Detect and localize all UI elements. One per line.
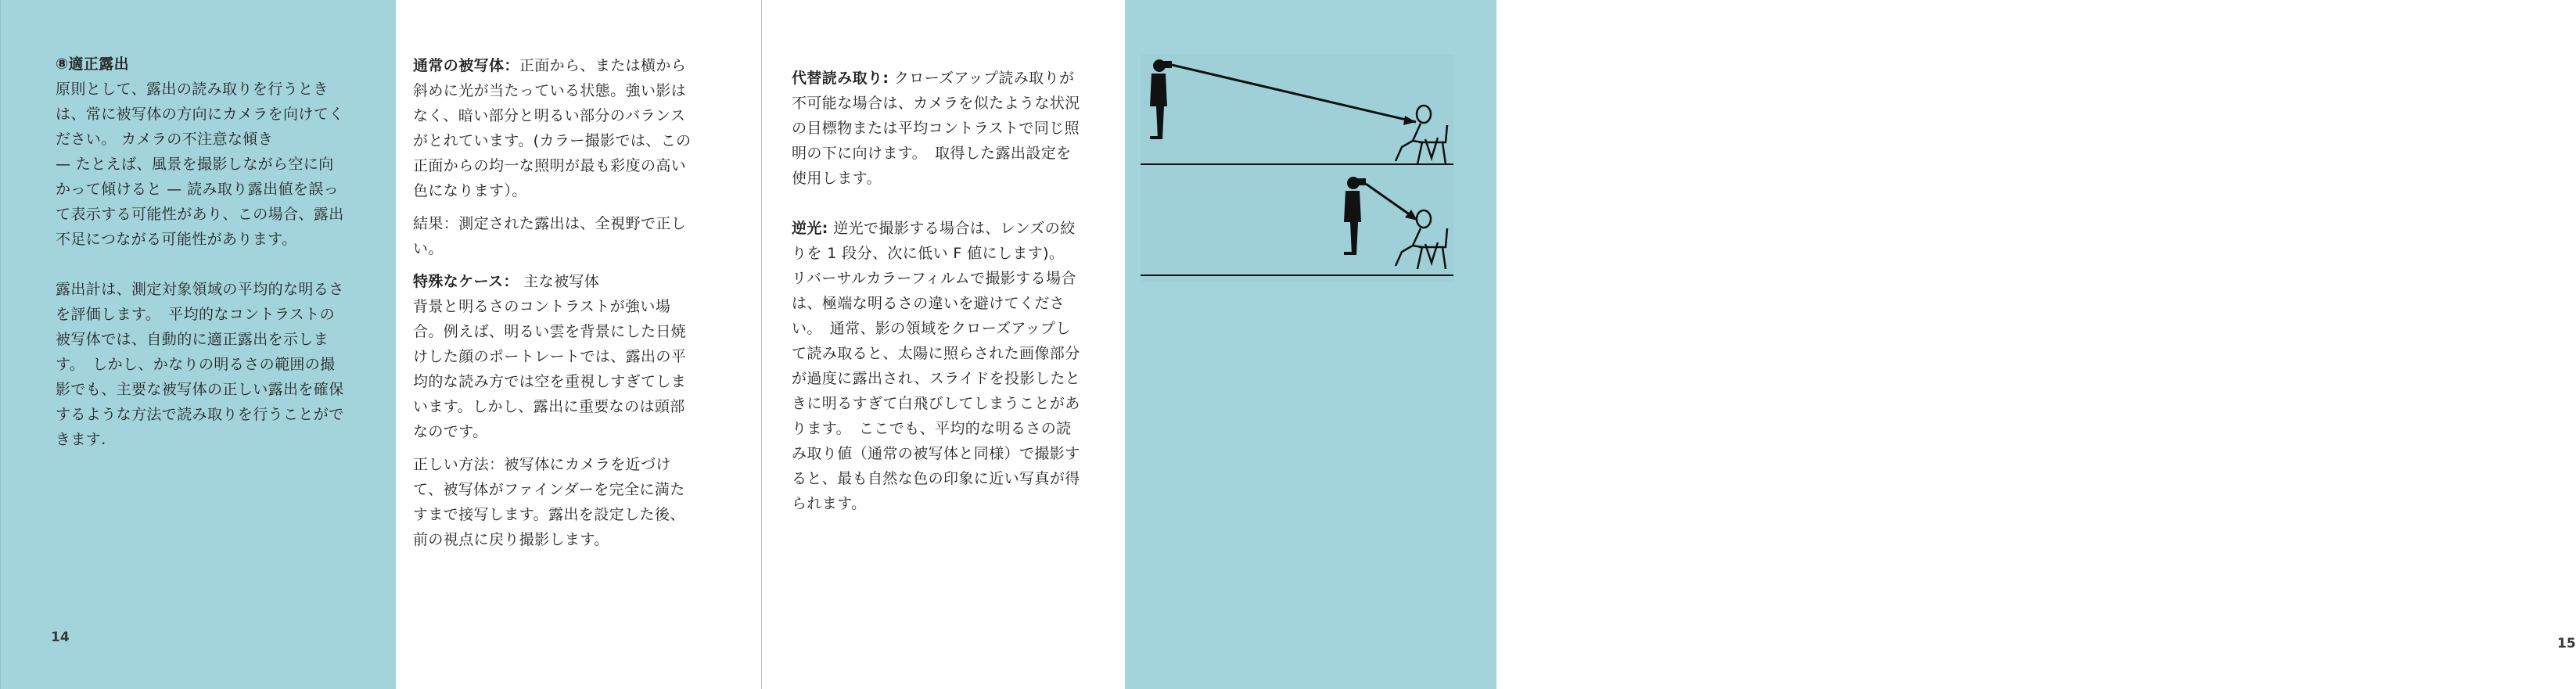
- text-line: すまで接写します。露出を設定した後、: [413, 506, 685, 523]
- text-line: 使用します。: [792, 170, 882, 187]
- text-line: 均的な読み方では空を重視しすぎてしま: [413, 373, 687, 390]
- text-line: 背景と明るさのコントラストが強い場: [413, 298, 671, 315]
- text-line: ります。 ここでも、平均的な明るさの読: [792, 420, 1072, 437]
- text-line: りを 1 段分、次に低い F 値にします)。: [792, 245, 1065, 262]
- text-line: 不足につながる可能性があります。: [56, 231, 297, 248]
- page-14-panel: [0, 0, 396, 689]
- illustration-background: [1141, 55, 1453, 282]
- metering-illustration: [1141, 55, 1453, 282]
- text-line: 合。例えば、明るい雲を背景にした日焼: [413, 323, 687, 340]
- text-line: す。 しかし、かなりの明るさの範囲の撮: [56, 356, 336, 373]
- text-line: い。 通常、影の領域をクローズアップし: [792, 320, 1071, 337]
- text-line: 被写体では、自動的に適正露出を示しま: [56, 331, 329, 348]
- text-line: 主な被写体: [518, 273, 600, 290]
- text-line: て読み取ると、太陽に照らされた画像部分: [792, 345, 1080, 362]
- text-line: が過度に露出され、スライドを投影したと: [792, 370, 1081, 387]
- text-line: 前の視点に戻り撮影します。: [413, 531, 609, 548]
- text-line: きます.: [56, 431, 106, 448]
- text-line: — たとえば、風景を撮影しながら空に向: [56, 156, 334, 173]
- text-line: クローズアップ読み取りが: [889, 70, 1075, 87]
- text-line: は、常に被写体の方向にカメラを向けてく: [56, 106, 344, 123]
- normal-subject-label: 通常の被写体：: [413, 57, 519, 74]
- text-line: 斜めに光が当たっている状態。強い影は: [413, 82, 687, 99]
- text-line: 逆光で撮影する場合は、レンズの絞: [828, 220, 1076, 237]
- text-line: 影でも、主要な被写体の正しい露出を確保: [56, 381, 344, 398]
- text-line: の目標物または平均コントラストで同じ照: [792, 120, 1080, 137]
- text-line: するような方法で読み取りを行うことがで: [56, 406, 344, 423]
- text-line: 正面から、または横から: [519, 57, 687, 74]
- text-line: なく、暗い部分と明るい部分のバランス: [413, 107, 686, 124]
- text-line: けした顔のポートレートでは、露出の平: [413, 348, 687, 365]
- alternative-backlight-section: [792, 66, 1106, 516]
- special-case-label: 特殊なケース：: [413, 273, 519, 290]
- alternative-reading-label: 代替読み取り:: [792, 70, 889, 87]
- text-line: て、被写体がファインダーを完全に満た: [413, 481, 685, 498]
- text-line: かって傾けると — 読み取り露出値を誤っ: [56, 181, 340, 198]
- text-line: リバーサルカラーフィルムで撮影する場合: [792, 270, 1076, 287]
- text-line: を評価します。 平均的なコントラストの: [56, 306, 336, 323]
- text-line: い。: [413, 240, 444, 257]
- text-line: られます。: [792, 495, 867, 512]
- page-number-14: 14: [51, 630, 70, 645]
- text-line: 正しい方法：被写体にカメラを近づけ: [413, 456, 671, 473]
- text-line: は、極端な明るさの違いを避けてくださ: [792, 295, 1065, 312]
- exposure-section: [56, 52, 370, 452]
- text-line: ると、最も自然な色の印象に近い写真が得: [792, 470, 1080, 487]
- backlight-label: 逆光:: [792, 220, 828, 237]
- text-line: 結果：測定された露出は、全視野で正し: [413, 215, 687, 232]
- section-heading: ⑧適正露出: [56, 56, 130, 73]
- text-line: 原則として、露出の読み取りを行うとき: [56, 81, 329, 98]
- text-line: ださい。 カメラの不注意な傾き: [56, 131, 274, 148]
- subject-cases-section: [413, 53, 723, 552]
- text-line: なのです。: [413, 423, 488, 440]
- text-line: がとれています。(カラー撮影では、この: [413, 132, 692, 149]
- text-line: 色になります）。: [413, 182, 527, 199]
- text-line: 正面からの均一な照明が最も彩度の高い: [413, 157, 687, 174]
- page-number-15: 15: [2557, 636, 2576, 651]
- text-line: きに明るすぎて白飛びしてしまうことがあ: [792, 395, 1080, 412]
- text-line: み取り値（通常の被写体と同様）で撮影す: [792, 445, 1080, 462]
- text-line: 露出計は、測定対象領域の平均的な明るさ: [56, 281, 344, 298]
- text-line: 不可能な場合は、カメラを似たような状況: [792, 95, 1080, 112]
- text-line: 明の下に向けます。 取得した露出設定を: [792, 145, 1072, 162]
- text-line: て表示する可能性があり、この場合、露出: [56, 206, 344, 223]
- text-line: います。しかし、露出に重要なのは頭部: [413, 398, 685, 415]
